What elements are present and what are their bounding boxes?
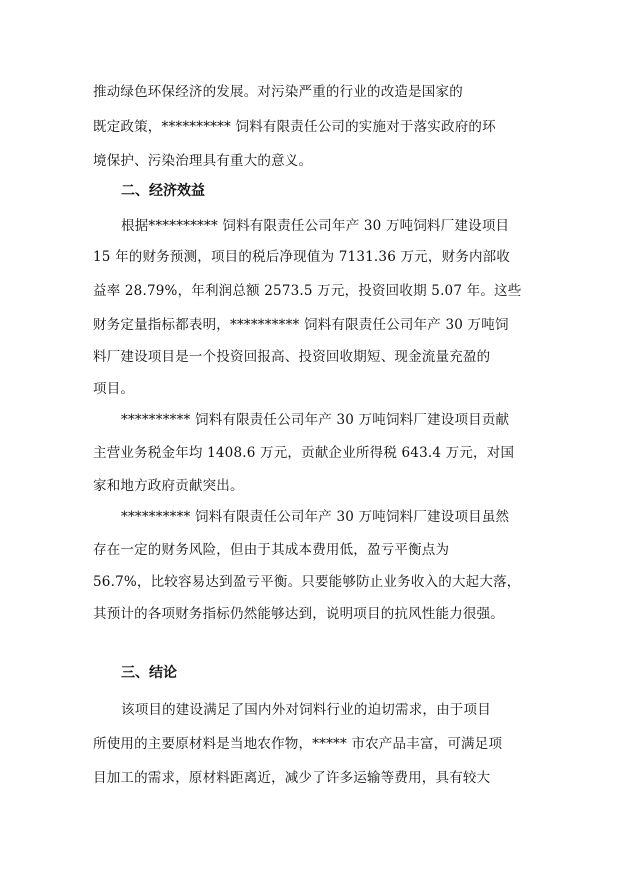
conclusion-line: 所使用的主要原材料是当地农作物，***** 市农产品丰富，可满足项 [93, 736, 503, 752]
section-heading-economic-benefits: 二、经济效益 [121, 183, 205, 199]
paragraph-line: 其预计的各项财务指标仍然能够达到，说明项目的抗风性能力很强。 [93, 606, 504, 622]
paragraph-line: ********** 饲料有限责任公司年产 30 万吨饲料厂建设项目贡献 [121, 412, 510, 428]
intro-line: 既定政策，********** 饲料有限责任公司的实施对于落实政府的环 [93, 119, 496, 135]
paragraph-line: 主营业务税金年均 1408.6 万元，贡献企业所得税 643.4 万元，对国 [93, 445, 515, 461]
paragraph-line: 15 年的财务预测，项目的税后净现值为 7131.36 万元，财务内部收 [93, 249, 511, 265]
intro-line: 境保护、污染治理具有重大的意义。 [93, 153, 313, 169]
paragraph-line: ********** 饲料有限责任公司年产 30 万吨饲料厂建设项目虽然 [121, 509, 510, 525]
section-heading-conclusion: 三、结论 [121, 665, 177, 681]
paragraph-line: 财务定量指标都表明，********** 饲料有限责任公司年产 30 万吨饲 [93, 317, 509, 333]
paragraph-line: 益率 28.79%，年利润总额 2573.5 万元，投资回收期 5.07 年。这些 [93, 283, 522, 299]
paragraph-line: 存在一定的财务风险，但由于其成本费用低，盈亏平衡点为 [93, 542, 450, 558]
paragraph-line: 56.7%，比较容易达到盈亏平衡。只要能够防止业务收入的大起大落， [93, 574, 521, 590]
paragraph-line: 根据********** 饲料有限责任公司年产 30 万吨饲料厂建设项目 [121, 218, 510, 234]
conclusion-line: 目加工的需求，原材料距离近，减少了许多运输等费用，具有较大 [93, 770, 491, 786]
conclusion-line: 该项目的建设满足了国内外对饲料行业的迫切需求，由于项目 [121, 702, 491, 718]
paragraph-line: 料厂建设项目是一个投资回报高、投资回收期短、现金流量充盈的 [93, 349, 491, 365]
intro-line: 推动绿色环保经济的发展。对污染严重的行业的改造是国家的 [93, 84, 463, 100]
paragraph-line: 家和地方政府贡献突出。 [93, 478, 244, 494]
paragraph-line: 项目。 [93, 381, 135, 397]
